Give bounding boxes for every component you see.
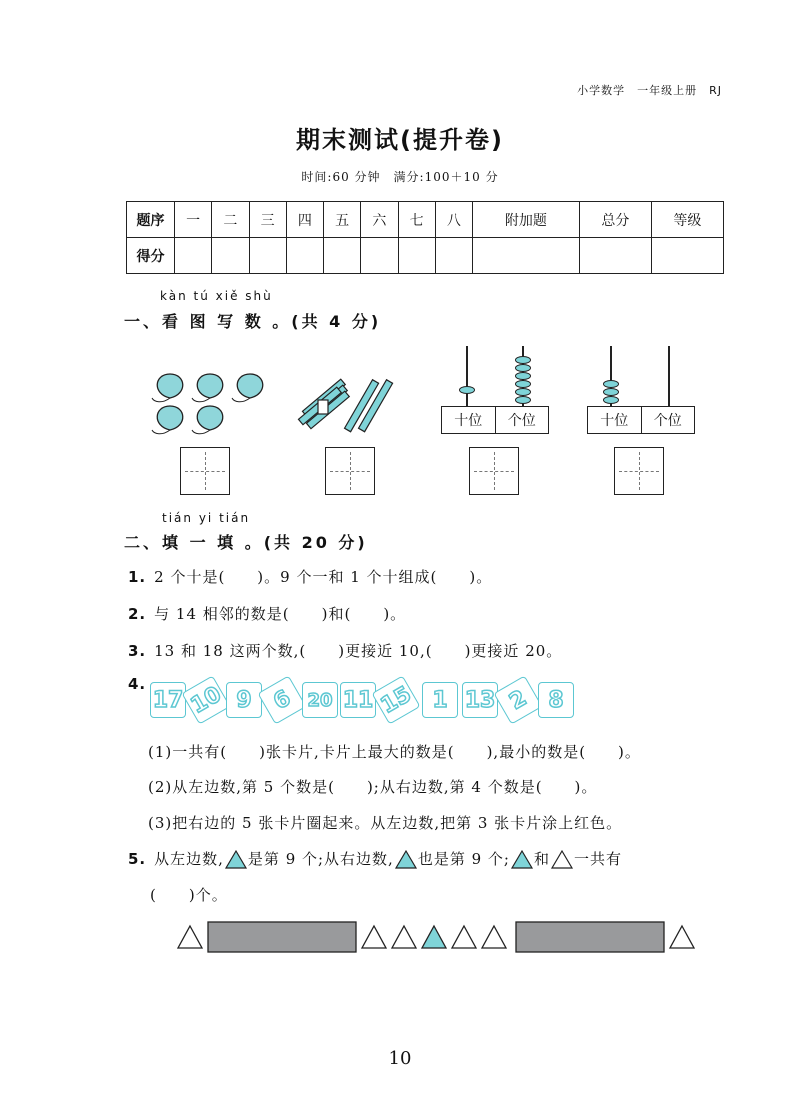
stick-bundle-icon bbox=[298, 379, 349, 429]
column-header: 五 bbox=[324, 202, 361, 238]
column-header: 四 bbox=[286, 202, 323, 238]
bead-icon bbox=[603, 396, 619, 404]
question-text: 13 和 18 这两个数,( )更接近 10,( )更接近 20。 bbox=[154, 642, 563, 660]
peach-icon bbox=[152, 374, 183, 402]
book-tag: 小学数学 一年级上册 RJ bbox=[577, 84, 722, 97]
sticks-illustration bbox=[296, 372, 406, 436]
column-header: 附加题 bbox=[473, 202, 580, 238]
column-header: 六 bbox=[361, 202, 398, 238]
question-number: 2. bbox=[128, 605, 147, 623]
section2-pinyin: tián yi tián bbox=[162, 511, 251, 525]
score-table-score-row bbox=[127, 238, 724, 274]
ones-label: 个位 bbox=[495, 407, 549, 433]
column-header: 八 bbox=[435, 202, 472, 238]
section1-pinyin: kàn tú xiě shù bbox=[160, 289, 273, 303]
bead-icon bbox=[515, 356, 531, 364]
number-card[interactable]: 2 bbox=[493, 675, 542, 724]
question-text: 是第 9 个;从右边数, bbox=[247, 850, 394, 868]
covered-block bbox=[516, 922, 664, 952]
column-header: 七 bbox=[398, 202, 435, 238]
score-table-header-row bbox=[127, 202, 724, 238]
page-title: 期末测试(提升卷) bbox=[296, 126, 504, 154]
score-cell[interactable] bbox=[398, 238, 435, 274]
section1-title: 一、看 图 写 数 。(共 4 分) bbox=[124, 312, 382, 331]
score-cell[interactable] bbox=[473, 238, 580, 274]
peach-icon bbox=[232, 374, 263, 402]
peaches-illustration bbox=[148, 368, 276, 440]
question-number: 5. bbox=[128, 849, 147, 868]
question-text: 也是第 9 个; bbox=[417, 850, 510, 868]
teal-triangle-icon bbox=[394, 849, 418, 869]
white-triangle-icon bbox=[452, 926, 476, 948]
column-header: 总分 bbox=[579, 202, 651, 238]
number-card[interactable]: 6 bbox=[257, 675, 306, 724]
number-card[interactable]: 20 bbox=[302, 682, 338, 718]
abacus-base bbox=[441, 406, 549, 434]
white-triangle-icon bbox=[362, 926, 386, 948]
bead-icon bbox=[515, 364, 531, 372]
ones-label: 个位 bbox=[641, 407, 695, 433]
question-text: 从左边数, bbox=[154, 850, 224, 868]
white-triangle-icon bbox=[482, 926, 506, 948]
question-text: 与 14 相邻的数是( )和( )。 bbox=[154, 605, 407, 623]
bead-icon bbox=[515, 388, 531, 396]
score-cell[interactable] bbox=[651, 238, 723, 274]
bead-icon bbox=[603, 388, 619, 396]
tens-label: 十位 bbox=[454, 413, 483, 429]
number-card[interactable]: 13 bbox=[462, 682, 498, 718]
white-triangle-icon bbox=[550, 849, 574, 869]
question-4-part-3: (3)把右边的 5 张卡片圈起来。从左边数,把第 3 张卡片涂上红色。 bbox=[148, 814, 623, 832]
question-text: 和 bbox=[533, 850, 550, 868]
score-cell[interactable] bbox=[324, 238, 361, 274]
question-4-part-2: (2)从左边数,第 5 个数是( );从右边数,第 4 个数是( )。 bbox=[148, 778, 598, 796]
number-card[interactable]: 9 bbox=[226, 682, 262, 718]
column-header: 三 bbox=[249, 202, 286, 238]
white-triangle-icon bbox=[392, 926, 416, 948]
answer-box[interactable] bbox=[325, 447, 375, 495]
score-cell[interactable] bbox=[249, 238, 286, 274]
page-number: 10 bbox=[388, 1048, 412, 1069]
question-5-blank: ( )个。 bbox=[150, 886, 228, 904]
question-text: 2 个十是( )。9 个一和 1 个十组成( )。 bbox=[154, 568, 493, 586]
question-2 bbox=[128, 603, 406, 624]
row-label: 题序 bbox=[127, 202, 175, 238]
bead-icon bbox=[515, 380, 531, 388]
exam-info: 时间:60 分钟 满分:100＋10 分 bbox=[301, 170, 499, 184]
white-triangle-icon bbox=[670, 926, 694, 948]
row-label: 得分 bbox=[127, 238, 175, 274]
score-table bbox=[126, 201, 724, 274]
section2-title: 二、填 一 填 。(共 20 分) bbox=[124, 533, 368, 552]
column-header: 等级 bbox=[651, 202, 723, 238]
covered-block bbox=[208, 922, 356, 952]
number-card[interactable]: 11 bbox=[340, 682, 376, 718]
question-4-part-1: (1)一共有( )张卡片,卡片上最大的数是( ),最小的数是( )。 bbox=[148, 743, 641, 761]
number-card[interactable]: 10 bbox=[181, 675, 230, 724]
teal-triangle-icon bbox=[224, 849, 248, 869]
bead-icon bbox=[459, 386, 475, 394]
question-number: 4. bbox=[128, 675, 147, 693]
number-card[interactable]: 8 bbox=[538, 682, 574, 718]
abacus-base bbox=[587, 406, 695, 434]
bead-icon bbox=[603, 380, 619, 388]
score-cell[interactable] bbox=[212, 238, 249, 274]
tens-label: 十位 bbox=[600, 413, 629, 429]
abacus-rod-ones bbox=[668, 346, 670, 406]
question-3 bbox=[128, 640, 562, 661]
peach-icon bbox=[152, 406, 183, 434]
white-triangle-icon bbox=[178, 926, 202, 948]
abacus-rod-tens bbox=[466, 346, 468, 406]
score-cell[interactable] bbox=[361, 238, 398, 274]
question-number: 3. bbox=[128, 642, 147, 660]
answer-box[interactable] bbox=[469, 447, 519, 495]
column-header: 二 bbox=[212, 202, 249, 238]
score-cell[interactable] bbox=[286, 238, 323, 274]
number-card[interactable]: 17 bbox=[150, 682, 186, 718]
score-cell[interactable] bbox=[175, 238, 212, 274]
column-header: 一 bbox=[175, 202, 212, 238]
peach-icon bbox=[192, 374, 223, 402]
question-5 bbox=[128, 848, 622, 869]
score-cell[interactable] bbox=[579, 238, 651, 274]
score-cell[interactable] bbox=[435, 238, 472, 274]
question-number: 1. bbox=[128, 568, 147, 586]
bead-icon bbox=[515, 396, 531, 404]
peach-icon bbox=[192, 406, 223, 434]
teal-triangle-icon bbox=[422, 926, 446, 948]
bead-icon bbox=[515, 372, 531, 380]
teal-triangle-icon bbox=[510, 849, 534, 869]
triangle-row-illustration bbox=[176, 918, 700, 954]
number-card[interactable]: 1 bbox=[422, 682, 458, 718]
question-text: 一共有 bbox=[573, 850, 622, 868]
answer-box[interactable] bbox=[614, 447, 664, 495]
number-card[interactable]: 15 bbox=[371, 675, 420, 724]
answer-box[interactable] bbox=[180, 447, 230, 495]
question-1 bbox=[128, 566, 492, 587]
